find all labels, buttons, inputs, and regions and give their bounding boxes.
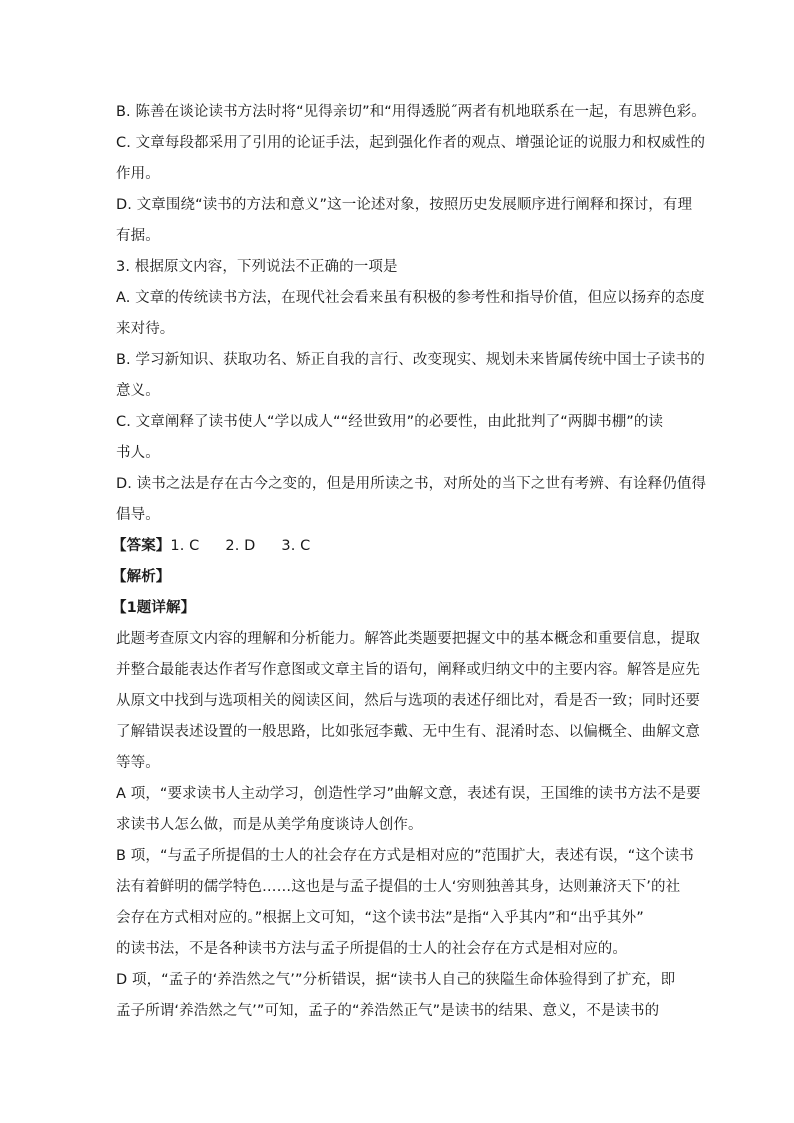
option-c-line-1: C. 文章每段都采用了引用的论证手法，起到强化作者的观点、增强论证的说服力和权威性的 xyxy=(116,135,706,151)
option-d-line-1: D. 文章围绕“读书的方法和意义”这一论述对象，按照历史发展顺序进行阐释和探讨，有理 xyxy=(116,197,693,213)
q3-option-a-line-1: A. 文章的传统读书方法，在现代社会看来虽有积极的参考性和指导价值，但应以扬弃的态度 xyxy=(116,290,705,306)
answer-3: 3. C xyxy=(281,538,311,554)
q3-option-c-line-2: 书人。 xyxy=(116,445,160,461)
q3-option-b-line-1: B. 学习新知识、获取功名、矫正自我的言行、改变现实、规划未来皆属传统中国士子读书的 xyxy=(116,352,705,368)
analysis-label: 【解析】 xyxy=(112,569,171,585)
analysis-line: B 项，“与孟子所提倡的士人的社会存在方式是相对应的”范围扩大，表述有误，“这个读书 xyxy=(116,848,694,864)
analysis-line: 此题考查原文内容的理解和分析能力。解答此类题要把握文中的基本概念和重要信息，提取 xyxy=(116,631,700,647)
option-b-line: B. 陈善在谈论读书方法时将“见得亲切”和“用得透脱˝两者有机地联系在一起，有思辨色彩。 xyxy=(116,104,706,120)
analysis-line: 等等。 xyxy=(116,755,160,771)
analysis-line: 会存在方式相对应的。”根据上文可知，“这个读书法”是指“入乎其内”和“出乎其外” xyxy=(116,910,644,926)
answer-2: 2. D xyxy=(225,538,256,554)
q1-detail-label: 【1题详解】 xyxy=(112,600,196,616)
answer-line xyxy=(112,537,682,555)
analysis-line: 孟子所谓‘养浩然之气’”可知，孟子的“养浩然正气”是读书的结果、意义，不是读书的 xyxy=(116,1003,660,1019)
answer-label: 【答案】 xyxy=(112,538,171,554)
analysis-line: A 项，“要求读书人主动学习，创造性学习”曲解文意，表述有误，王国维的读书方法不是要 xyxy=(116,786,701,802)
analysis-line: 了解错误表述设置的一般思路，比如张冠李戴、无中生有、混淆时态、以偏概全、曲解文意 xyxy=(116,724,700,740)
q3-option-c-line-1: C. 文章阐释了读书使人“学以成人““经世致用”的必要性，由此批判了“两脚书棚”的读 xyxy=(116,414,664,430)
option-c-line-2: 作用。 xyxy=(116,166,160,182)
q3-option-d-line-1: D. 读书之法是存在古今之变的，但是用所读之书，对所处的当下之世有考辨、有诠释仍值得 xyxy=(116,476,707,492)
analysis-line: 的读书法，不是各种读书方法与孟子所提倡的士人的社会存在方式是相对应的。 xyxy=(116,941,627,957)
analysis-line: 求读书人怎么做，而是从美学角度谈诗人创作。 xyxy=(116,817,423,833)
analysis-line: 并整合最能表达作者写作意图或文章主旨的语句，阐释或归纳文中的主要内容。解答是应先 xyxy=(116,662,700,678)
q3-option-d-line-2: 倡导。 xyxy=(116,507,160,523)
analysis-line: 法有着鲜明的儒学特色……这也是与孟子提倡的士人‘穷则独善其身，达则兼济天下’的社 xyxy=(116,879,681,895)
answer-1: 1. C xyxy=(170,538,200,554)
analysis-line: D 项，“孟子的‘养浩然之气’”分析错误，据“读书人自己的狭隘生命体验得到了扩充，即 xyxy=(116,972,676,988)
question-3-stem: 3. 根据原文内容，下列说法不正确的一项是 xyxy=(116,259,398,275)
q3-option-a-line-2: 来对待。 xyxy=(116,321,175,337)
analysis-line: 从原文中找到与选项相关的阅读区间，然后与选项的表述仔细比对，看是否一致；同时还要 xyxy=(116,693,700,709)
q3-option-b-line-2: 意义。 xyxy=(116,383,160,399)
option-d-line-2: 有据。 xyxy=(116,228,160,244)
